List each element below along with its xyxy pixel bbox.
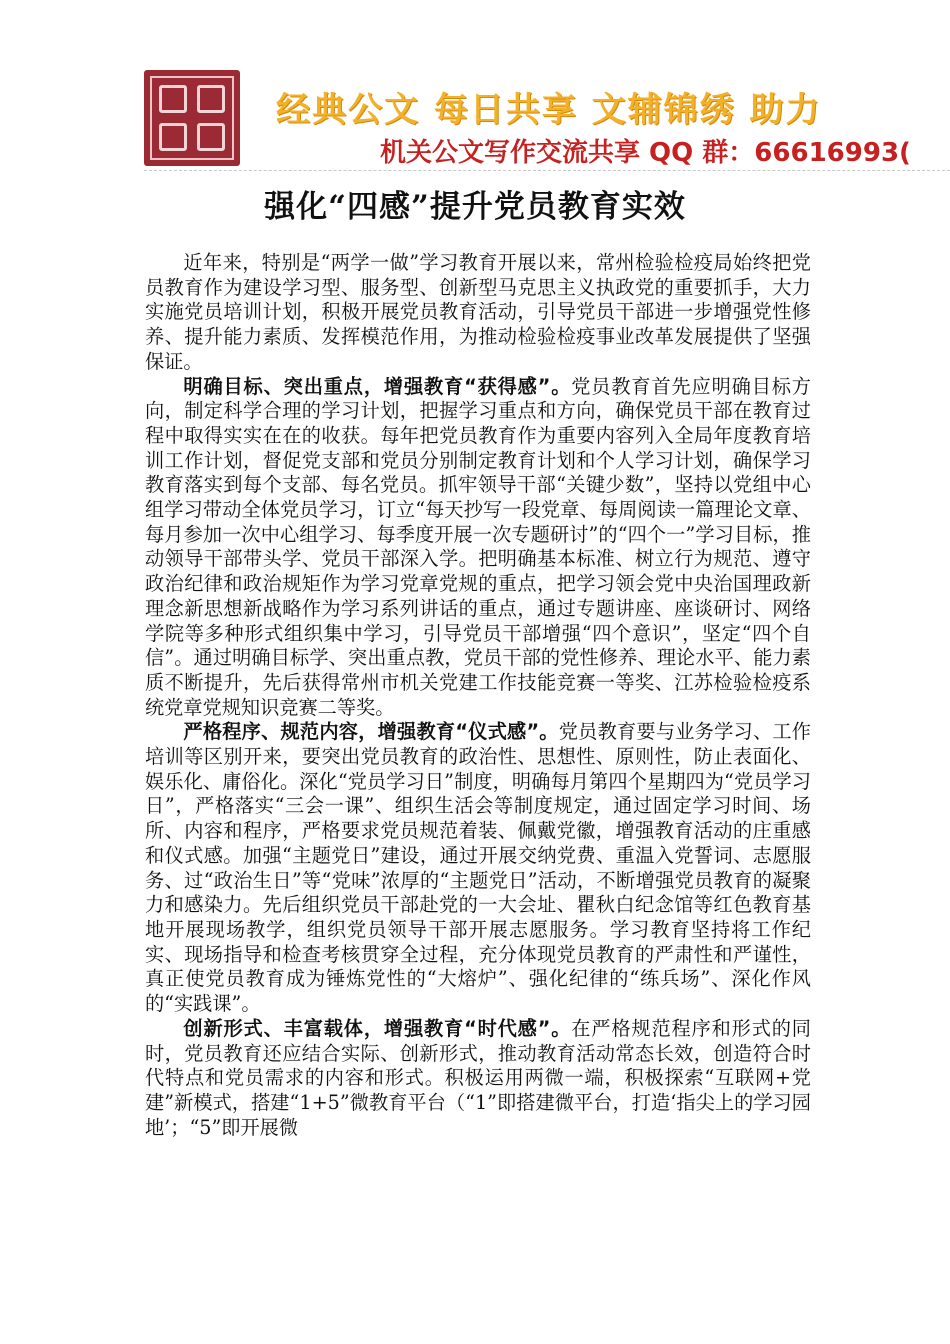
header-divider [144,170,950,171]
paragraph-section-3 [145,1017,811,1141]
page-header [0,0,950,175]
section-heading: 创新形式、丰富载体，增强教育“时代感”。 [183,1016,572,1040]
paragraph-section-2 [145,720,811,1016]
document-body [145,251,811,1140]
paragraph-section-1 [145,375,811,721]
paragraph-intro [145,251,811,375]
paragraph-text: 近年来，特别是“两学一做”学习教育开展以来，常州检验检疫局始终把党员教育作为建设学习型、服务型、创新型马克思主义执政党的重要抓手，大力实施党员培训计划，积极开展党员教育活动，引导党员干部进一步增强党性修养、提升能力素质、发挥模范作用，为推动检验检疫事业改革发展提供了坚强保证。 [145,251,811,373]
seal-glyphs-icon [154,80,230,156]
paragraph-text: 党员教育要与业务学习、工作培训等区别开来，要突出党员教育的政治性、思想性、原则性，防止表面化、娱乐化、庸俗化。深化“党员学习日”制度，明确每月第四个星期四为“党员学习日”，严格落实“三会一课”、组织生活会等制度规定，通过固定学习时间、场所、内容和程序，严格要求党员规范着装、佩戴党徽，增强教育活动的庄重感和仪式感。加强“主题党日”建设，通过开展交纳党费、重温入党誓词、志愿服务、过“政治生日”等“党味”浓厚的“主题党日”活动，不断增强党员教育的凝聚力和感染力。先后组织党员干部赴党的一大会址、瞿秋白纪念馆等红色教育基地开展现场教学，组织党员领导干部开展志愿服务。学习教育坚持将工作纪实、现场指导和检查考核贯穿全过程，充分体现党员教育的严肃性和严谨性，真正使党员教育成为锤炼党性的“大熔炉”、强化纪律的“练兵场”、深化作风的“实践课”。 [145,720,811,1016]
section-heading: 明确目标、突出重点，增强教育“获得感”。 [183,374,572,398]
banner-slogan: 经典公文 每日共享 文辅锦绣 助力 [276,90,822,130]
paragraph-text: 在严格规范程序和形式的同时，党员教育还应结合实际、创新形式，推动教育活动常态长效，创造符合时代特点和党员需求的内容和形式。积极运用两微一端，积极探索“互联网+党建”新模式，搭建“1+5”微教育平台（“1”即搭建微平台，打造‘指尖上的学习园地’；“5”即开展微 [145,1016,811,1139]
document-title: 强化“四感”提升党员教育实效 [264,189,686,225]
banner-qq-group: 机关公文写作交流共享 QQ 群：66616993( [380,138,911,168]
paragraph-text: 党员教育首先应明确目标方向，制定科学合理的学习计划，把握学习重点和方向，确保党员干部在教育过程中取得实实在在的收获。每年把党员教育作为重要内容列入全局年度教育培训工作计划，督促党支部和党员分别制定教育计划和个人学习计划，确保学习教育落实到每个支部、每名党员。抓牢领导干部“关键少数”，坚持以党组中心组学习带动全体党员学习，订立“每天抄写一段党章、每周阅读一篇理论文章、每月参加一次中心组学习、每季度开展一次专题研讨”的“四个一”学习目标，推动领导干部带头学、党员干部深入学。把明确基本标准、树立行为规范、遵守政治纪律和政治规矩作为学习党章党规的重点，把学习领会党中央治国理政新理念新思想新战略作为学习系列讲话的重点，通过专题讲座、座谈研讨、网络学院等多种形式组织集中学习，引导党员干部增强“四个意识”，坚定“四个自信”。通过明确目标学、突出重点教，党员干部的党性修养、理论水平、能力素质不断提升，先后获得常州市机关党建工作技能竞赛一等奖、江苏检验检疫系统党章党规知识竞赛二等奖。 [145,374,811,719]
section-heading: 严格程序、规范内容，增强教育“仪式感”。 [183,720,559,744]
logo-seal [144,70,240,166]
